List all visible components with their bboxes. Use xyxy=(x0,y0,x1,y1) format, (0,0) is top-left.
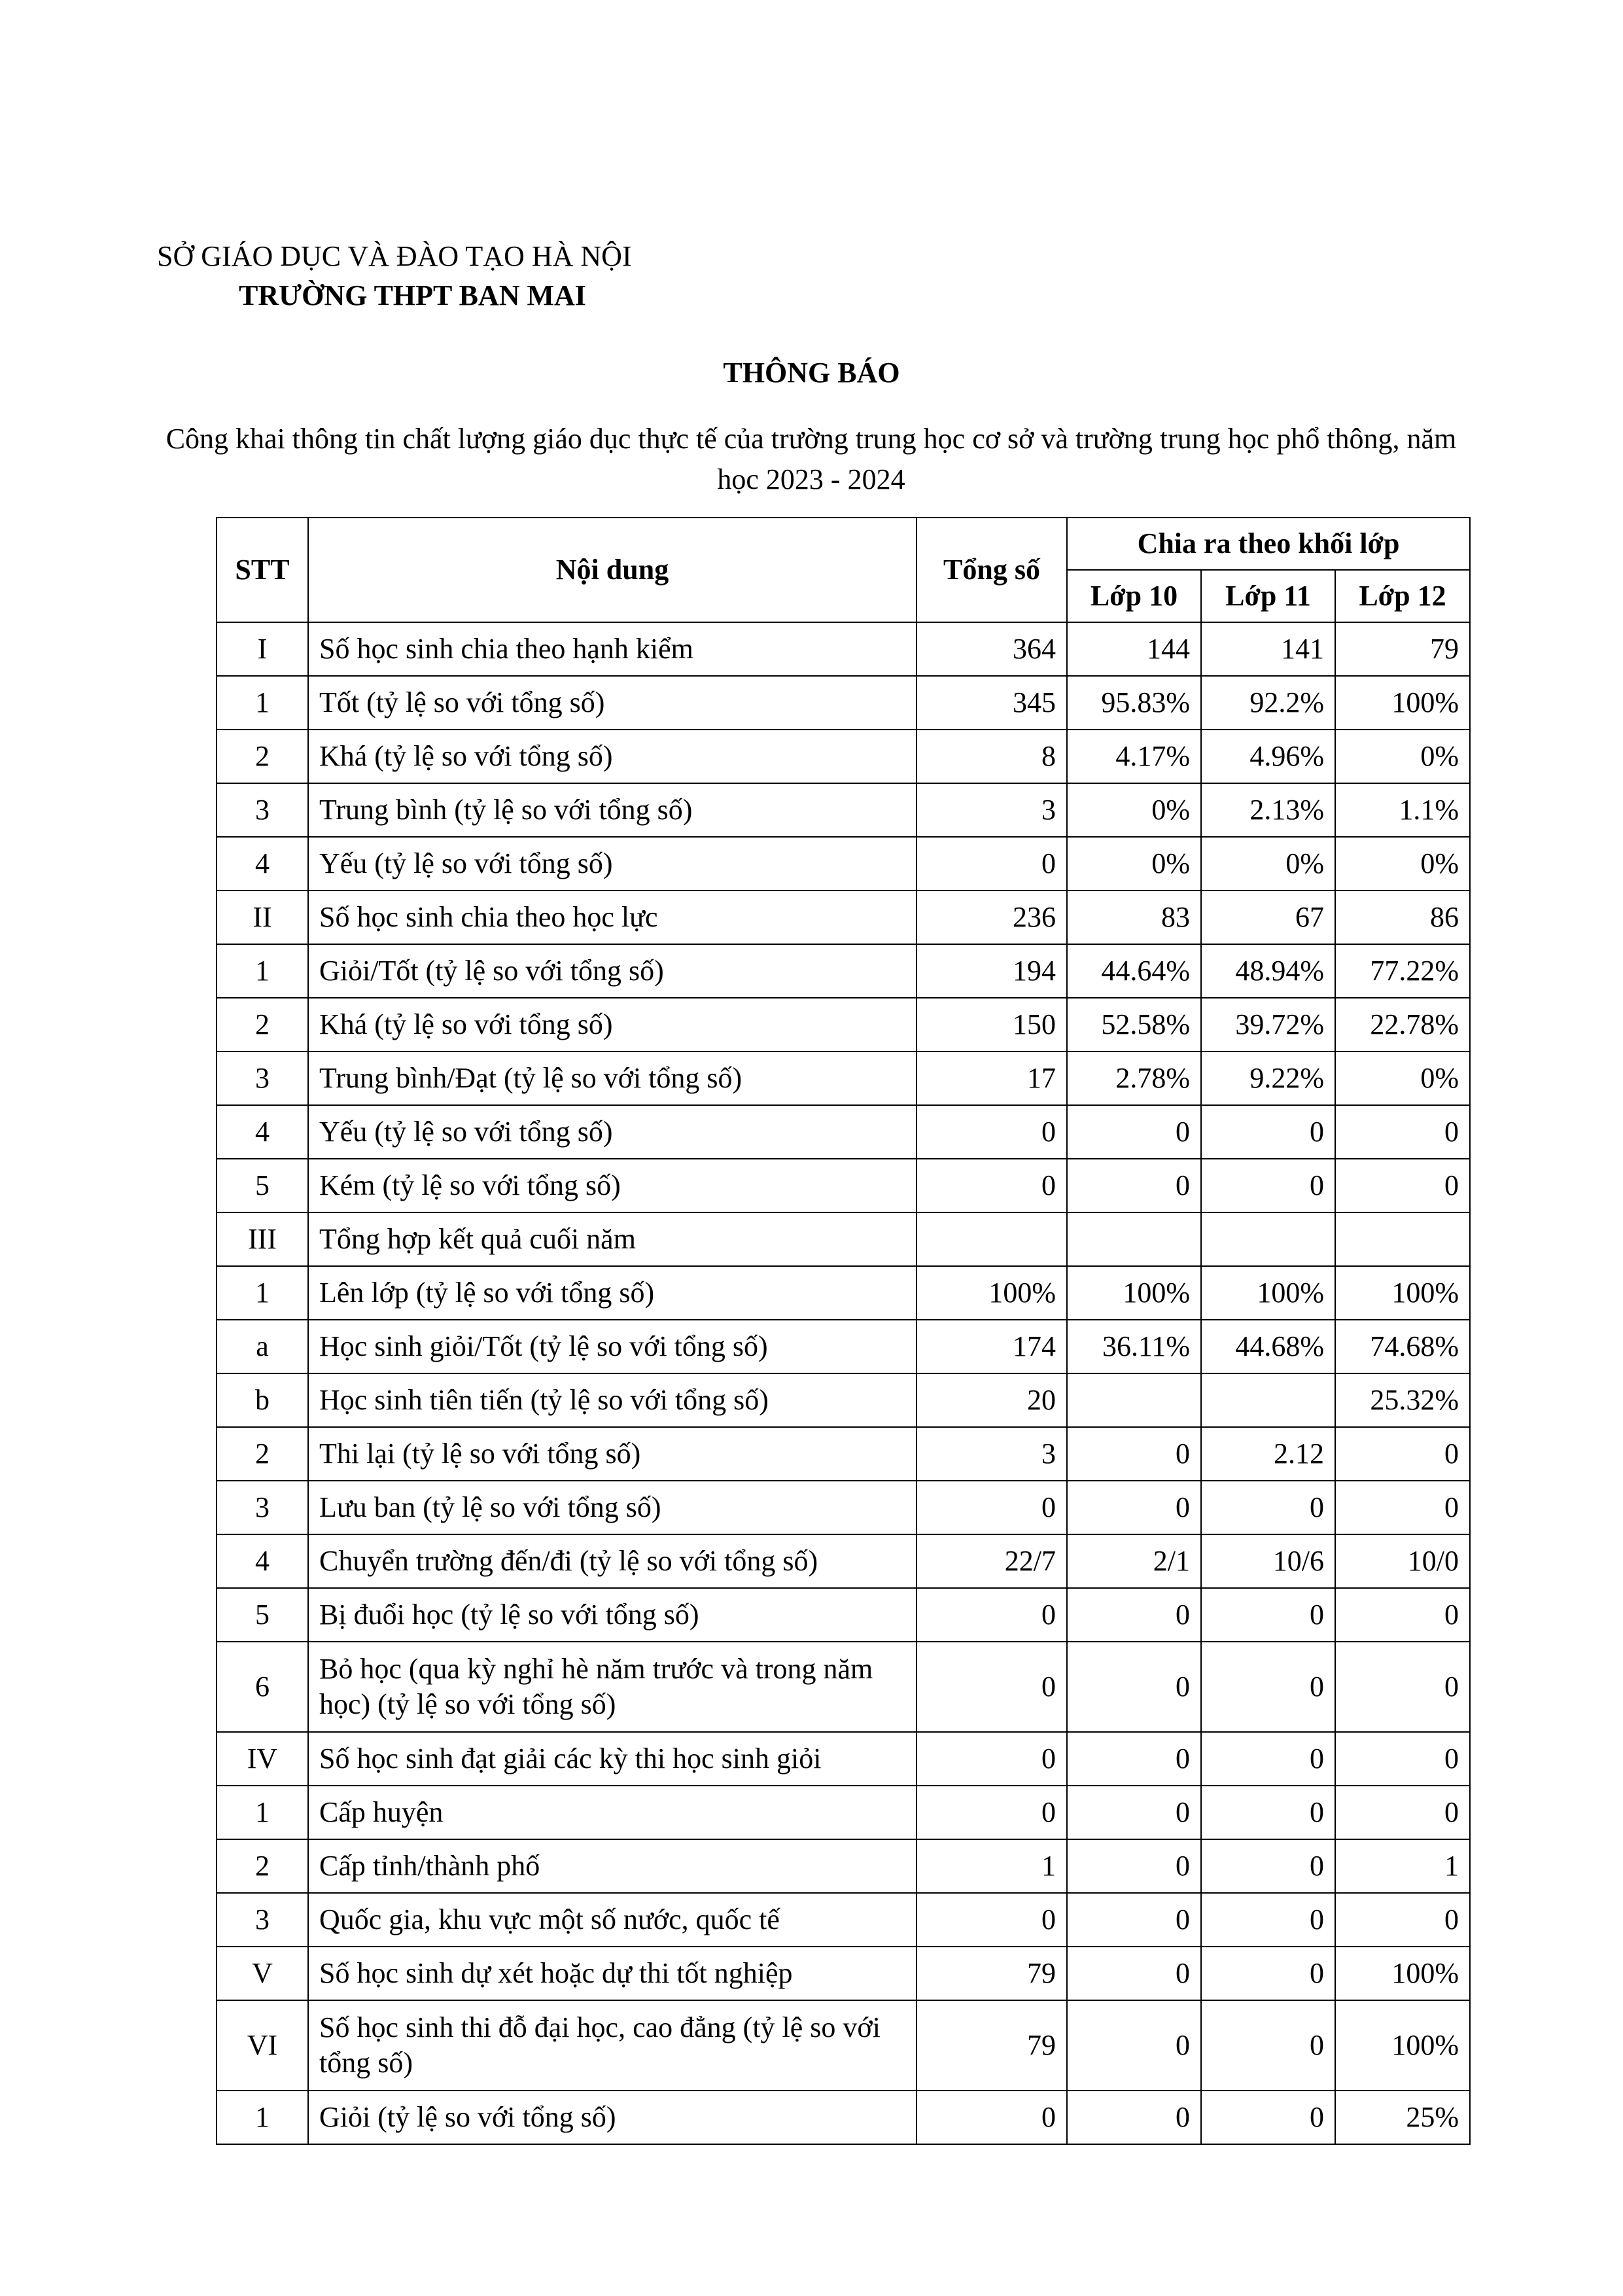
row-total: 0 xyxy=(916,1732,1067,1786)
row-grade-11: 0 xyxy=(1201,1159,1335,1212)
table-row xyxy=(217,1642,1470,1732)
row-grade-11: 0 xyxy=(1201,2000,1335,2091)
row-content: Yếu (tỷ lệ so với tổng số) xyxy=(308,1105,916,1159)
row-content: Trung bình/Đạt (tỷ lệ so với tổng số) xyxy=(308,1051,916,1105)
row-total: 364 xyxy=(916,622,1067,676)
row-grade-12: 86 xyxy=(1335,891,1470,944)
row-content: Số học sinh thi đỗ đại học, cao đẳng (tỷ lệ so với tổng số) xyxy=(308,2000,916,2091)
row-grade-10: 83 xyxy=(1067,891,1201,944)
table-body xyxy=(217,622,1470,2144)
row-grade-12: 77.22% xyxy=(1335,944,1470,998)
row-total: 17 xyxy=(916,1051,1067,1105)
row-content: Lưu ban (tỷ lệ so với tổng số) xyxy=(308,1481,916,1534)
header-grade-10: Lớp 10 xyxy=(1067,570,1201,622)
header-total: Tổng số xyxy=(916,518,1067,622)
row-grade-11: 92.2% xyxy=(1201,676,1335,730)
header-grade-11: Lớp 11 xyxy=(1201,570,1335,622)
notice-title: THÔNG BÁO xyxy=(723,357,900,389)
row-stt: I xyxy=(217,622,308,676)
row-content: Học sinh tiên tiến (tỷ lệ so với tổng số) xyxy=(308,1373,916,1427)
row-total: 0 xyxy=(916,837,1067,891)
row-stt: 2 xyxy=(217,1839,308,1893)
row-grade-10: 100% xyxy=(1067,1266,1201,1320)
row-grade-12: 22.78% xyxy=(1335,998,1470,1051)
table-row xyxy=(217,2091,1470,2144)
row-grade-11: 2.12 xyxy=(1201,1427,1335,1481)
table-row xyxy=(217,1051,1470,1105)
row-grade-10 xyxy=(1067,1373,1201,1427)
row-grade-10: 0 xyxy=(1067,2091,1201,2144)
row-content: Thi lại (tỷ lệ so với tổng số) xyxy=(308,1427,916,1481)
row-stt: II xyxy=(217,891,308,944)
row-stt: 2 xyxy=(217,1427,308,1481)
row-content: Tổng hợp kết quả cuối năm xyxy=(308,1212,916,1266)
row-grade-11: 44.68% xyxy=(1201,1320,1335,1373)
table-row xyxy=(217,2000,1470,2091)
row-grade-12: 0 xyxy=(1335,1588,1470,1642)
row-grade-12: 0% xyxy=(1335,837,1470,891)
row-total: 22/7 xyxy=(916,1534,1067,1588)
row-total: 0 xyxy=(916,1786,1067,1839)
row-content: Số học sinh chia theo hạnh kiểm xyxy=(308,622,916,676)
row-total: 0 xyxy=(916,2091,1067,2144)
row-grade-11: 10/6 xyxy=(1201,1534,1335,1588)
table-row xyxy=(217,730,1470,783)
row-grade-10: 0 xyxy=(1067,1947,1201,2000)
row-stt: V xyxy=(217,1947,308,2000)
row-grade-10: 2/1 xyxy=(1067,1534,1201,1588)
row-grade-12: 74.68% xyxy=(1335,1320,1470,1373)
row-stt: III xyxy=(217,1212,308,1266)
row-grade-11: 0% xyxy=(1201,837,1335,891)
row-total: 0 xyxy=(916,1481,1067,1534)
row-total: 1 xyxy=(916,1839,1067,1893)
row-stt: 1 xyxy=(217,676,308,730)
row-total: 174 xyxy=(916,1320,1067,1373)
row-stt: 3 xyxy=(217,1481,308,1534)
row-stt: 4 xyxy=(217,1534,308,1588)
row-grade-10: 44.64% xyxy=(1067,944,1201,998)
row-grade-12: 25.32% xyxy=(1335,1373,1470,1427)
row-grade-12: 100% xyxy=(1335,676,1470,730)
row-total: 150 xyxy=(916,998,1067,1051)
row-stt: 3 xyxy=(217,783,308,837)
table-row xyxy=(217,1320,1470,1373)
table-row xyxy=(217,1839,1470,1893)
row-content: Số học sinh đạt giải các kỳ thi học sinh giỏi xyxy=(308,1732,916,1786)
row-grade-10: 52.58% xyxy=(1067,998,1201,1051)
row-total: 194 xyxy=(916,944,1067,998)
row-grade-12: 25% xyxy=(1335,2091,1470,2144)
row-total: 79 xyxy=(916,1947,1067,2000)
row-total: 3 xyxy=(916,1427,1067,1481)
row-content: Bị đuổi học (tỷ lệ so với tổng số) xyxy=(308,1588,916,1642)
row-stt: b xyxy=(217,1373,308,1427)
table-row xyxy=(217,1159,1470,1212)
row-grade-11: 0 xyxy=(1201,1893,1335,1947)
row-total: 20 xyxy=(916,1373,1067,1427)
row-grade-11: 0 xyxy=(1201,1947,1335,2000)
row-total: 79 xyxy=(916,2000,1067,2091)
row-grade-11: 67 xyxy=(1201,891,1335,944)
row-grade-10: 0 xyxy=(1067,1786,1201,1839)
table-row xyxy=(217,1373,1470,1427)
row-grade-12: 0 xyxy=(1335,1427,1470,1481)
row-stt: a xyxy=(217,1320,308,1373)
table-row xyxy=(217,1212,1470,1266)
row-stt: 1 xyxy=(217,2091,308,2144)
row-stt: 1 xyxy=(217,1266,308,1320)
row-grade-11: 2.13% xyxy=(1201,783,1335,837)
row-grade-12: 79 xyxy=(1335,622,1470,676)
row-total: 8 xyxy=(916,730,1067,783)
row-total: 0 xyxy=(916,1105,1067,1159)
row-stt: 3 xyxy=(217,1893,308,1947)
row-stt: 2 xyxy=(217,998,308,1051)
row-grade-10: 2.78% xyxy=(1067,1051,1201,1105)
row-grade-11: 0 xyxy=(1201,1732,1335,1786)
row-grade-12 xyxy=(1335,1212,1470,1266)
row-grade-10: 0 xyxy=(1067,1105,1201,1159)
row-content: Bỏ học (qua kỳ nghỉ hè năm trước và trong năm học) (tỷ lệ so với tổng số) xyxy=(308,1642,916,1732)
education-quality-table xyxy=(216,517,1471,2145)
notice-subtitle: Công khai thông tin chất lượng giáo dục thực tế của trường trung học cơ sở và trường trung học phổ thông, năm học 2023 - 2024 xyxy=(166,423,1457,495)
row-grade-12: 100% xyxy=(1335,2000,1470,2091)
row-grade-11: 39.72% xyxy=(1201,998,1335,1051)
row-grade-11: 4.96% xyxy=(1201,730,1335,783)
row-grade-12: 10/0 xyxy=(1335,1534,1470,1588)
row-stt: 1 xyxy=(217,1786,308,1839)
row-grade-12: 0 xyxy=(1335,1732,1470,1786)
table-row xyxy=(217,676,1470,730)
row-total: 3 xyxy=(916,783,1067,837)
row-total: 0 xyxy=(916,1642,1067,1732)
table-row xyxy=(217,1105,1470,1159)
row-total: 0 xyxy=(916,1159,1067,1212)
header-stt: STT xyxy=(217,518,308,622)
row-grade-10: 0 xyxy=(1067,1588,1201,1642)
row-content: Tốt (tỷ lệ so với tổng số) xyxy=(308,676,916,730)
row-grade-11: 9.22% xyxy=(1201,1051,1335,1105)
row-grade-12: 100% xyxy=(1335,1266,1470,1320)
row-grade-12: 100% xyxy=(1335,1947,1470,2000)
row-grade-10: 0 xyxy=(1067,1427,1201,1481)
table-row xyxy=(217,1893,1470,1947)
row-grade-12: 0 xyxy=(1335,1105,1470,1159)
row-stt: VI xyxy=(217,2000,308,2091)
table-row xyxy=(217,1266,1470,1320)
row-grade-11: 0 xyxy=(1201,1481,1335,1534)
row-grade-11: 0 xyxy=(1201,1642,1335,1732)
row-grade-10: 0 xyxy=(1067,1893,1201,1947)
row-content: Giỏi/Tốt (tỷ lệ so với tổng số) xyxy=(308,944,916,998)
row-grade-10: 144 xyxy=(1067,622,1201,676)
row-grade-12: 1.1% xyxy=(1335,783,1470,837)
row-content: Cấp tỉnh/thành phố xyxy=(308,1839,916,1893)
row-grade-10: 0% xyxy=(1067,783,1201,837)
row-grade-11: 0 xyxy=(1201,1105,1335,1159)
row-content: Học sinh giỏi/Tốt (tỷ lệ so với tổng số) xyxy=(308,1320,916,1373)
row-content: Cấp huyện xyxy=(308,1786,916,1839)
table-row xyxy=(217,783,1470,837)
row-total xyxy=(916,1212,1067,1266)
row-grade-11: 100% xyxy=(1201,1266,1335,1320)
row-grade-10: 4.17% xyxy=(1067,730,1201,783)
header-grade-group: Chia ra theo khối lớp xyxy=(1067,518,1470,570)
row-content: Khá (tỷ lệ so với tổng số) xyxy=(308,730,916,783)
row-grade-10: 95.83% xyxy=(1067,676,1201,730)
row-content: Khá (tỷ lệ so với tổng số) xyxy=(308,998,916,1051)
row-total: 0 xyxy=(916,1893,1067,1947)
row-grade-11: 0 xyxy=(1201,1839,1335,1893)
table-row xyxy=(217,1947,1470,2000)
row-grade-10: 0 xyxy=(1067,1159,1201,1212)
row-grade-10 xyxy=(1067,1212,1201,1266)
row-stt: 6 xyxy=(217,1642,308,1732)
row-grade-10: 0 xyxy=(1067,1732,1201,1786)
row-grade-10: 0 xyxy=(1067,2000,1201,2091)
row-content: Số học sinh dự xét hoặc dự thi tốt nghiệp xyxy=(308,1947,916,2000)
row-stt: 1 xyxy=(217,944,308,998)
table-row xyxy=(217,1786,1470,1839)
row-grade-12: 0 xyxy=(1335,1893,1470,1947)
table-row xyxy=(217,837,1470,891)
row-grade-12: 1 xyxy=(1335,1839,1470,1893)
header-grade-12: Lớp 12 xyxy=(1335,570,1470,622)
row-grade-11 xyxy=(1201,1212,1335,1266)
row-content: Giỏi (tỷ lệ so với tổng số) xyxy=(308,2091,916,2144)
school-name: TRƯỜNG THPT BAN MAI xyxy=(239,279,586,311)
row-content: Số học sinh chia theo học lực xyxy=(308,891,916,944)
row-grade-10: 0 xyxy=(1067,1839,1201,1893)
row-grade-12: 0 xyxy=(1335,1159,1470,1212)
row-content: Quốc gia, khu vực một số nước, quốc tế xyxy=(308,1893,916,1947)
row-grade-11: 0 xyxy=(1201,1786,1335,1839)
row-total: 236 xyxy=(916,891,1067,944)
row-content: Yếu (tỷ lệ so với tổng số) xyxy=(308,837,916,891)
row-stt: 4 xyxy=(217,1105,308,1159)
row-content: Chuyển trường đến/đi (tỷ lệ so với tổng số) xyxy=(308,1534,916,1588)
table-row xyxy=(217,944,1470,998)
table-row xyxy=(217,1534,1470,1588)
row-content: Trung bình (tỷ lệ so với tổng số) xyxy=(308,783,916,837)
table-row xyxy=(217,1588,1470,1642)
row-stt: 4 xyxy=(217,837,308,891)
header-content: Nội dung xyxy=(308,518,916,622)
row-grade-11: 0 xyxy=(1201,1588,1335,1642)
table-row xyxy=(217,998,1470,1051)
row-stt: 5 xyxy=(217,1159,308,1212)
row-total: 0 xyxy=(916,1588,1067,1642)
row-grade-10: 0 xyxy=(1067,1642,1201,1732)
row-grade-11: 48.94% xyxy=(1201,944,1335,998)
row-grade-11 xyxy=(1201,1373,1335,1427)
row-grade-10: 36.11% xyxy=(1067,1320,1201,1373)
table-row xyxy=(217,622,1470,676)
row-stt: 5 xyxy=(217,1588,308,1642)
table-row xyxy=(217,1481,1470,1534)
row-grade-12: 0% xyxy=(1335,730,1470,783)
row-total: 345 xyxy=(916,676,1067,730)
table-row xyxy=(217,891,1470,944)
row-grade-12: 0 xyxy=(1335,1481,1470,1534)
row-stt: 3 xyxy=(217,1051,308,1105)
table-row xyxy=(217,1732,1470,1786)
row-grade-10: 0% xyxy=(1067,837,1201,891)
row-grade-12: 0 xyxy=(1335,1786,1470,1839)
department-name: SỞ GIÁO DỤC VÀ ĐÀO TẠO HÀ NỘI xyxy=(157,240,632,272)
row-grade-12: 0% xyxy=(1335,1051,1470,1105)
row-grade-12: 0 xyxy=(1335,1642,1470,1732)
row-stt: IV xyxy=(217,1732,308,1786)
row-grade-11: 0 xyxy=(1201,2091,1335,2144)
table-row xyxy=(217,1427,1470,1481)
row-content: Kém (tỷ lệ so với tổng số) xyxy=(308,1159,916,1212)
row-grade-10: 0 xyxy=(1067,1481,1201,1534)
row-grade-11: 141 xyxy=(1201,622,1335,676)
row-content: Lên lớp (tỷ lệ so với tổng số) xyxy=(308,1266,916,1320)
row-total: 100% xyxy=(916,1266,1067,1320)
row-stt: 2 xyxy=(217,730,308,783)
